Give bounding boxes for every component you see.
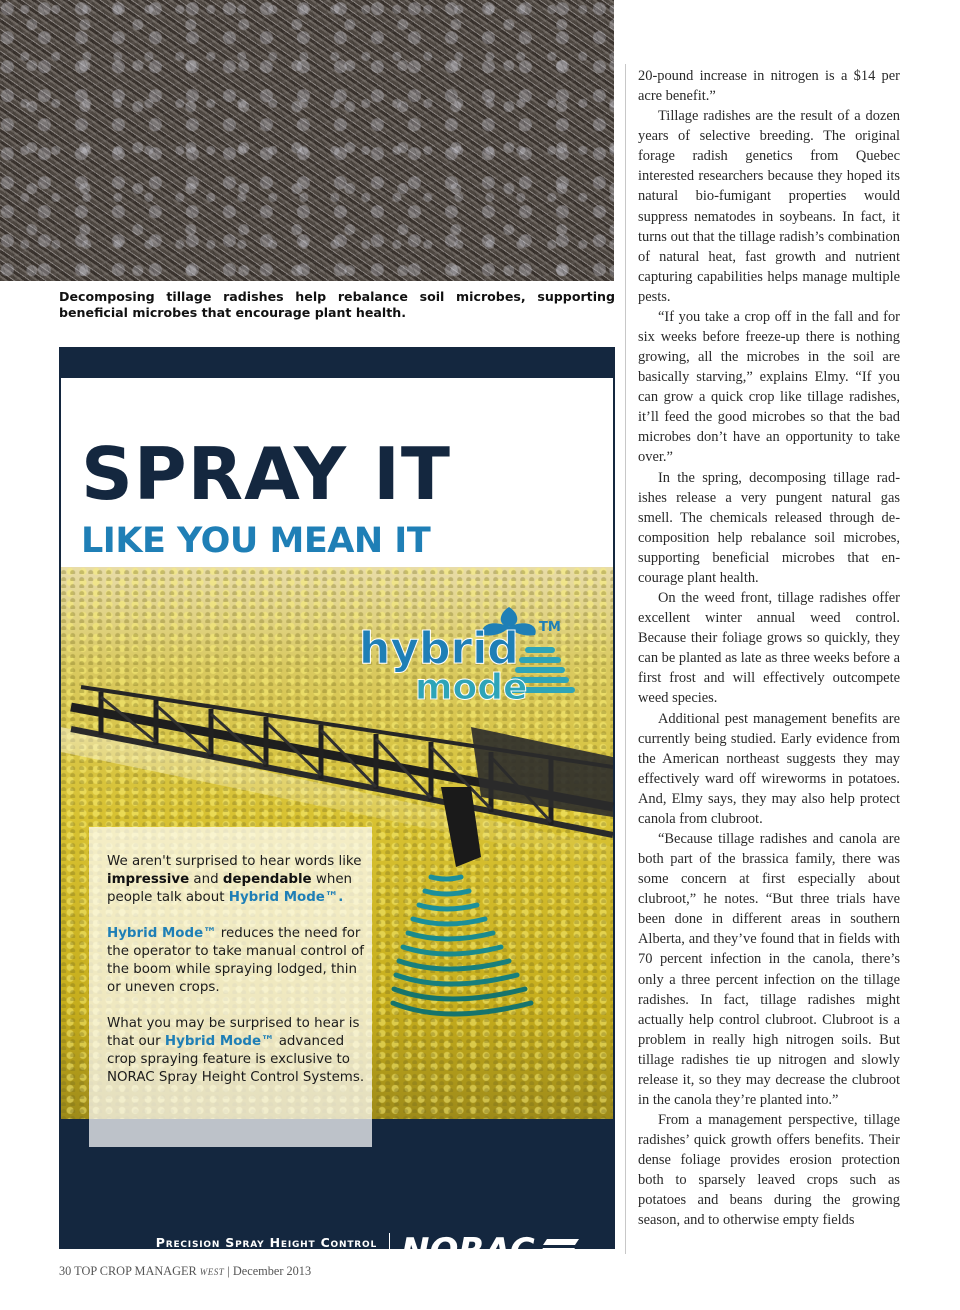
soil-texture: [0, 0, 614, 281]
ad-copy-paragraph-2: Hybrid Mode™ reduces the need for the operator to take manual control of the boom while spraying lodged, thin or uneven crops.: [107, 926, 364, 995]
hybrid-mode-logo: [359, 603, 589, 708]
photo-caption: Decomposing tillage radishes help rebalance soil microbes, supporting beneficial microbes that encourage plant health.: [59, 289, 615, 320]
soil-photo: [0, 0, 614, 281]
magazine-edition: WEST: [199, 1267, 225, 1277]
article-paragraph: “Because tillage radishes and canola are both part of the brassica family, there was some concern at first especially about clubroot,” he notes. “But three trials have been done in different areas in southern Alberta, and they’ve found that in fields with 70 percent infection in the canola, there’s only a three percent infection on the tillage radishes. In fact, tillage radishes might actually help control clubroot. Clubroot is a problem in really high nitrogen soils. But tillage radishes tie up nitrogen and slowly release it, so they may decrease the clubroot in the canola they’re planted into.”: [638, 830, 900, 1108]
norac-swoosh-icon: [535, 1239, 579, 1265]
issue-date: December 2013: [232, 1264, 312, 1278]
ad-tagline: Precision Spray Height Control: [155, 1235, 377, 1250]
article-paragraph: Additional pest management benefits are currently being studied. Early evidence from the American northeast suggests they may effectively ward off wireworms in potatoes. And, Elmy says, they may also help protect canola from clubroot.: [638, 710, 900, 827]
ad-header: [61, 378, 613, 567]
ad-tagline-block: [151, 1235, 377, 1267]
ad-headline: SPRAY IT: [81, 432, 452, 516]
hybrid-logo-word: hybrid: [359, 623, 519, 674]
ad-copy-paragraph-3: What you may be surprised to hear is that our Hybrid Mode™ advanced crop spraying feature is exclusive to NORAC Spray Height Control Systems.: [107, 1016, 365, 1085]
footer-separator: |: [227, 1264, 230, 1278]
article-paragraph: 20-pound increase in nitrogen is a $14 per acre benefit.”: [638, 68, 900, 105]
page-footer: [59, 1264, 311, 1279]
article-paragraph: Tillage radishes are the result of a dozen years of selective breeding. The original forage radish genetics from Quebec interested researchers because they hoped its natural bio-fumigant properties would suppress nematodes in soybeans. In fact, it turns out that the tillage radish’s combination of natural heat, fast growth and nutrient capturing capabilities helps manage multiple pests.: [638, 108, 900, 305]
ad-copy-panel: [89, 827, 372, 1147]
norac-logo: NORAC: [401, 1231, 535, 1271]
article-paragraph: In the spring, decomposing tillage radishes release a very pungent natural gas smell. The chemicals released through decomposition help rebalance soil microbes, supporting beneficial microbes that encourage plant health.: [638, 469, 900, 586]
column-rule: [625, 64, 626, 1254]
article-paragraph: On the weed front, tillage radishes offer excellent winter annual weed control. Because their foliage grows so quickly, they can be planted as late as three weeks before a first frost and will effectively outcompete weed species.: [638, 590, 900, 707]
spray-arc-graphic: [391, 867, 551, 1037]
ad-subheadline: LIKE YOU MEAN IT: [81, 521, 431, 561]
article-paragraph: From a management perspective, tillage radishes’ quick growth offers benefits. Their dense foliage provides erosion protection both to sparsely leaved crops such as potatoes and beans during the growing season, and to otherwise empty fields: [638, 1112, 900, 1229]
magazine-name: TOP CROP MANAGER: [74, 1264, 197, 1278]
footer-divider: [389, 1233, 390, 1269]
article-column: [638, 66, 900, 1231]
canola-field-image: [61, 567, 613, 1119]
article-paragraph: “If you take a crop off in the fall and for six weeks before freeze-up there is nothing growing, all the microbes in the soil are basically starving,” explains Elmy. “If you can grow a quick crop like tillage radishes, it’ll feed the good microbes so that the bad microbes don’t have an opportunity to take over.”: [638, 308, 900, 466]
ad-url-link[interactable]: www.norac.ca: [282, 1253, 377, 1267]
trademark-mark: TM: [539, 620, 561, 635]
mode-logo-word: mode: [415, 667, 528, 708]
ad-copy-paragraph-1: We aren't surprised to hear words like impressive and dependable when people talk about Hybrid Mode™.: [107, 854, 362, 905]
page-number: 30: [59, 1264, 72, 1278]
